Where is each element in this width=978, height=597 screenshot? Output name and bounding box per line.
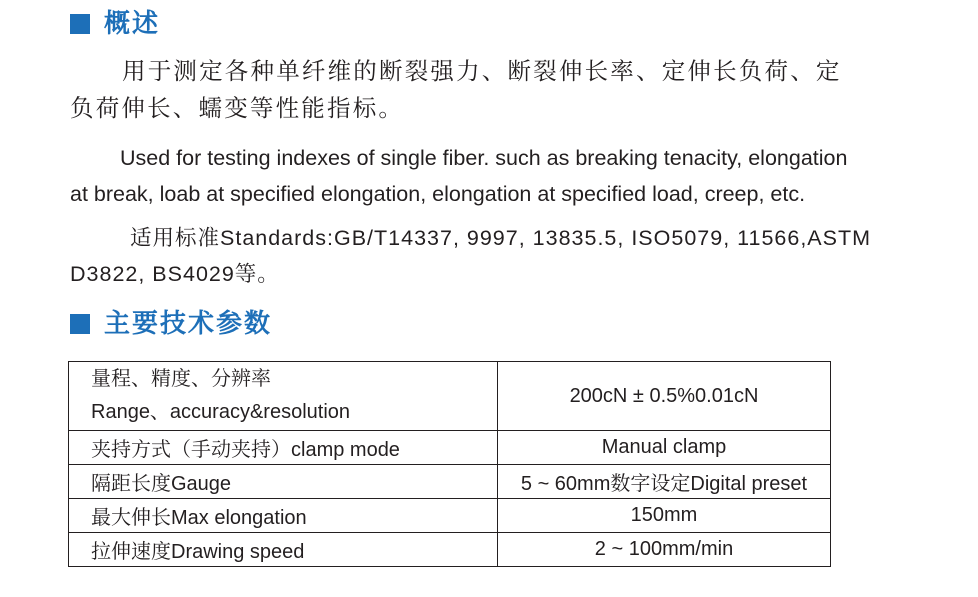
spec-label-cn: 量程、精度、分辨率 (91, 368, 271, 390)
overview-heading (70, 9, 160, 39)
spec-value-cell: Manual clamp (498, 431, 831, 465)
heading-square-icon (70, 314, 90, 334)
table-row (69, 465, 831, 499)
overview-cn-line-2: 负荷伸长、蠕变等性能指标。 (70, 94, 405, 122)
table-row (69, 362, 831, 431)
spec-label-cell: 最大伸长Max elongation (69, 499, 498, 533)
table-row (69, 431, 831, 465)
spec-table (68, 361, 831, 567)
overview-en-line-2: at break, loab at specified elongation, elongation at specified load, creep, etc. (70, 182, 806, 206)
overview-en-line-1: Used for testing indexes of single fiber. such as breaking tenacity, elongation (120, 146, 848, 170)
heading-square-icon (70, 14, 90, 34)
spec-label-en: Range、accuracy&resolution (91, 401, 351, 423)
spec-label-cell: 拉伸速度Drawing speed (69, 533, 498, 567)
standards-paragraph (70, 220, 950, 292)
standards-line-1: 适用标准Standards:GB/T14337, 9997, 13835.5, ISO5079, 11566,ASTM (130, 226, 872, 250)
overview-en-paragraph (70, 140, 950, 212)
params-heading-text: 主要技术参数 (104, 309, 273, 339)
table-row (69, 499, 831, 533)
spec-label-cell: 夹持方式（手动夹持）clamp mode (69, 431, 498, 465)
params-heading (70, 309, 272, 339)
spec-label-cell (69, 362, 498, 431)
spec-value-cell: 5 ~ 60mm数字设定Digital preset (498, 465, 831, 499)
spec-value-cell: 150mm (498, 499, 831, 533)
overview-cn-paragraph (70, 55, 950, 124)
table-row (69, 533, 831, 567)
spec-value-cell: 2 ~ 100mm/min (498, 533, 831, 567)
spec-value-cell: 200cN ± 0.5%0.01cN (498, 362, 831, 431)
overview-cn-line-1: 用于测定各种单纤维的断裂强力、断裂伸长率、定伸长负荷、定 (122, 57, 842, 85)
overview-heading-text: 概述 (104, 9, 161, 39)
spec-label-cell: 隔距长度Gauge (69, 465, 498, 499)
standards-line-2: D3822, BS4029等。 (70, 262, 280, 286)
